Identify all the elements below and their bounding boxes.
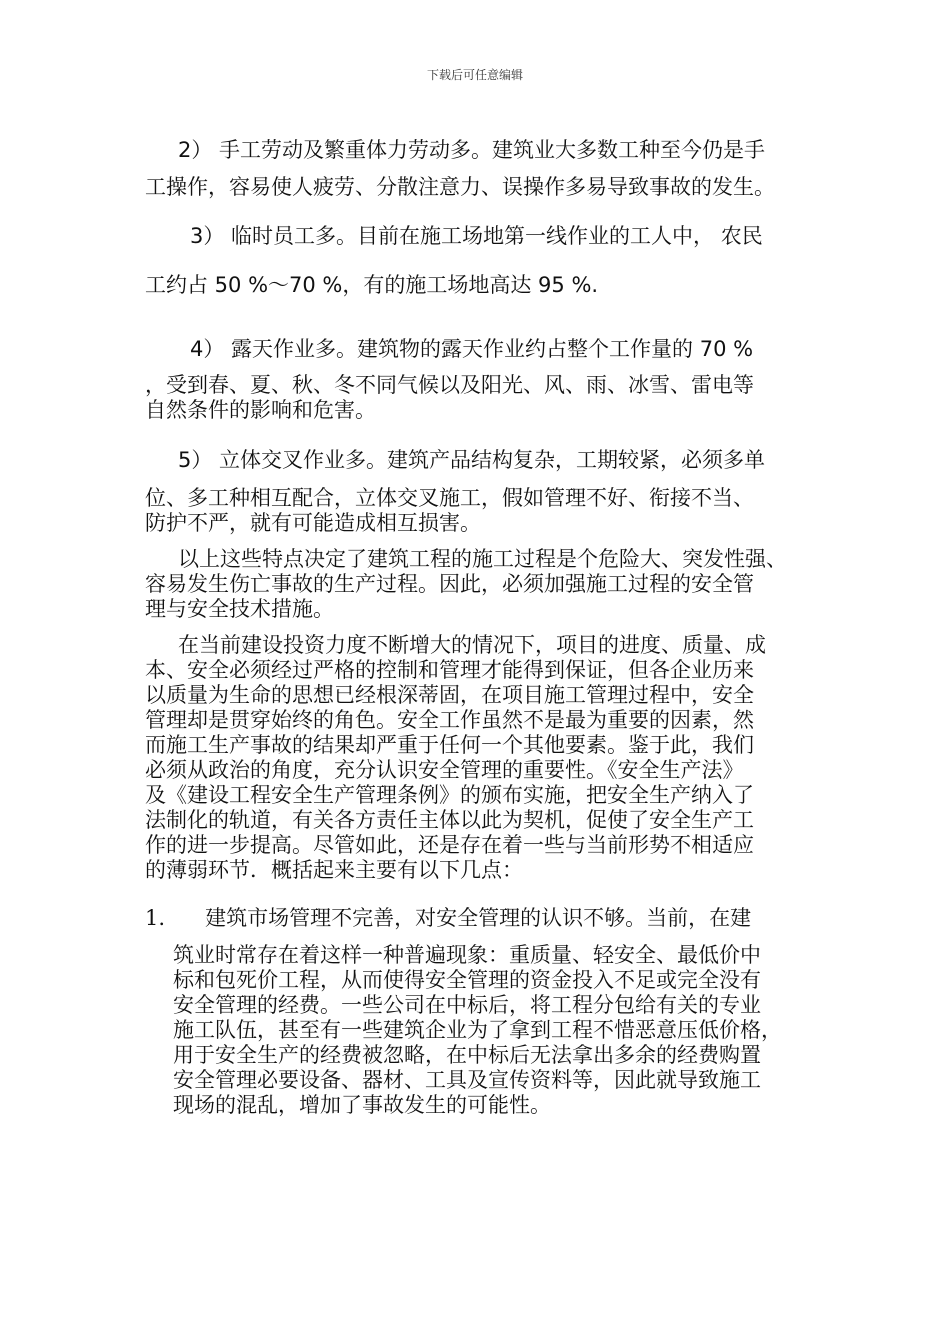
text-line: 理与安全技术措施。	[145, 597, 334, 621]
page-header: 下载后可任意编辑	[426, 68, 523, 82]
text-line: 法制化的轨道，有关各方责任主体以此为契机，促使了安全生产工	[145, 808, 754, 832]
text-line: 自然条件的影响和危害。	[145, 398, 376, 422]
list-item-heading: 1. 建筑市场管理不完善，对安全管理的认识不够。当前，在建	[145, 906, 752, 930]
text-line: 5） 立体交叉作业多。建筑产品结构复杂，工期较紧，必须多单	[178, 448, 766, 472]
text-line: 防护不严，就有可能造成相互损害。	[145, 511, 481, 535]
text-line: 标和包死价工程，从而使得安全管理的资金投入不足或完全没有	[173, 968, 761, 992]
text-line: 在当前建设投资力度不断增大的情况下，项目的进度、质量、成	[178, 633, 766, 657]
text-line: 作的进一步提高。尽管如此，还是存在着一些与当前形势不相适应	[145, 833, 754, 857]
text-line: 必须从政治的角度，充分认识安全管理的重要性。《安全生产法》	[145, 758, 744, 782]
text-line: 工操作，容易使人疲劳、分散注意力、误操作多易导致事故的发生。	[145, 175, 775, 199]
text-line: 以上这些特点决定了建筑工程的施工过程是个危险大、突发性强、	[178, 547, 787, 571]
text-line: 工约占 50 %～70 %，有的施工场地高达 95 %.	[145, 273, 599, 297]
text-line: 而施工生产事故的结果却严重于任何一个其他要素。鉴于此，我们	[145, 733, 754, 757]
text-line: 安全管理的经费。一些公司在中标后，将工程分包给有关的专业	[173, 993, 761, 1017]
text-line: ，受到春、夏、秋、冬不同气候以及阳光、风、雨、冰雪、雷电等	[145, 373, 754, 397]
text-line: 现场的混乱，增加了事故发生的可能性。	[173, 1093, 551, 1117]
text-line: 位、多工种相互配合，立体交叉施工，假如管理不好、衔接不当、	[145, 486, 754, 510]
text-line: 3） 临时员工多。目前在施工场地第一线作业的工人中， 农民	[190, 224, 763, 248]
text-line: 4） 露天作业多。建筑物的露天作业约占整个工作量的 70 %	[190, 337, 754, 361]
text-line: 筑业时常存在着这样一种普遍现象：重质量、轻安全、最低价中	[173, 943, 761, 967]
text-line: 2） 手工劳动及繁重体力劳动多。建筑业大多数工种至今仍是手	[178, 138, 766, 162]
text-line: 的薄弱环节．概括起来主要有以下几点：	[145, 858, 523, 882]
text-line: 施工队伍，甚至有一些建筑企业为了拿到工程不惜恶意压低价格，	[173, 1018, 782, 1042]
text-line: 管理却是贯穿始终的角色。安全工作虽然不是最为重要的因素，然	[145, 708, 754, 732]
text-line: 本、安全必须经过严格的控制和管理才能得到保证，但各企业历来	[145, 658, 754, 682]
text-line: 容易发生伤亡事故的生产过程。因此，必须加强施工过程的安全管	[145, 572, 754, 596]
text-line: 安全管理必要设备、器材、工具及宣传资料等，因此就导致施工	[173, 1068, 761, 1092]
text-line: 用于安全生产的经费被忽略，在中标后无法拿出多余的经费购置	[173, 1043, 761, 1067]
text-line: 及《建设工程安全生产管理条例》的颁布实施，把安全生产纳入了	[145, 783, 754, 807]
text-line: 以质量为生命的思想已经根深蒂固，在项目施工管理过程中，安全	[145, 683, 754, 707]
